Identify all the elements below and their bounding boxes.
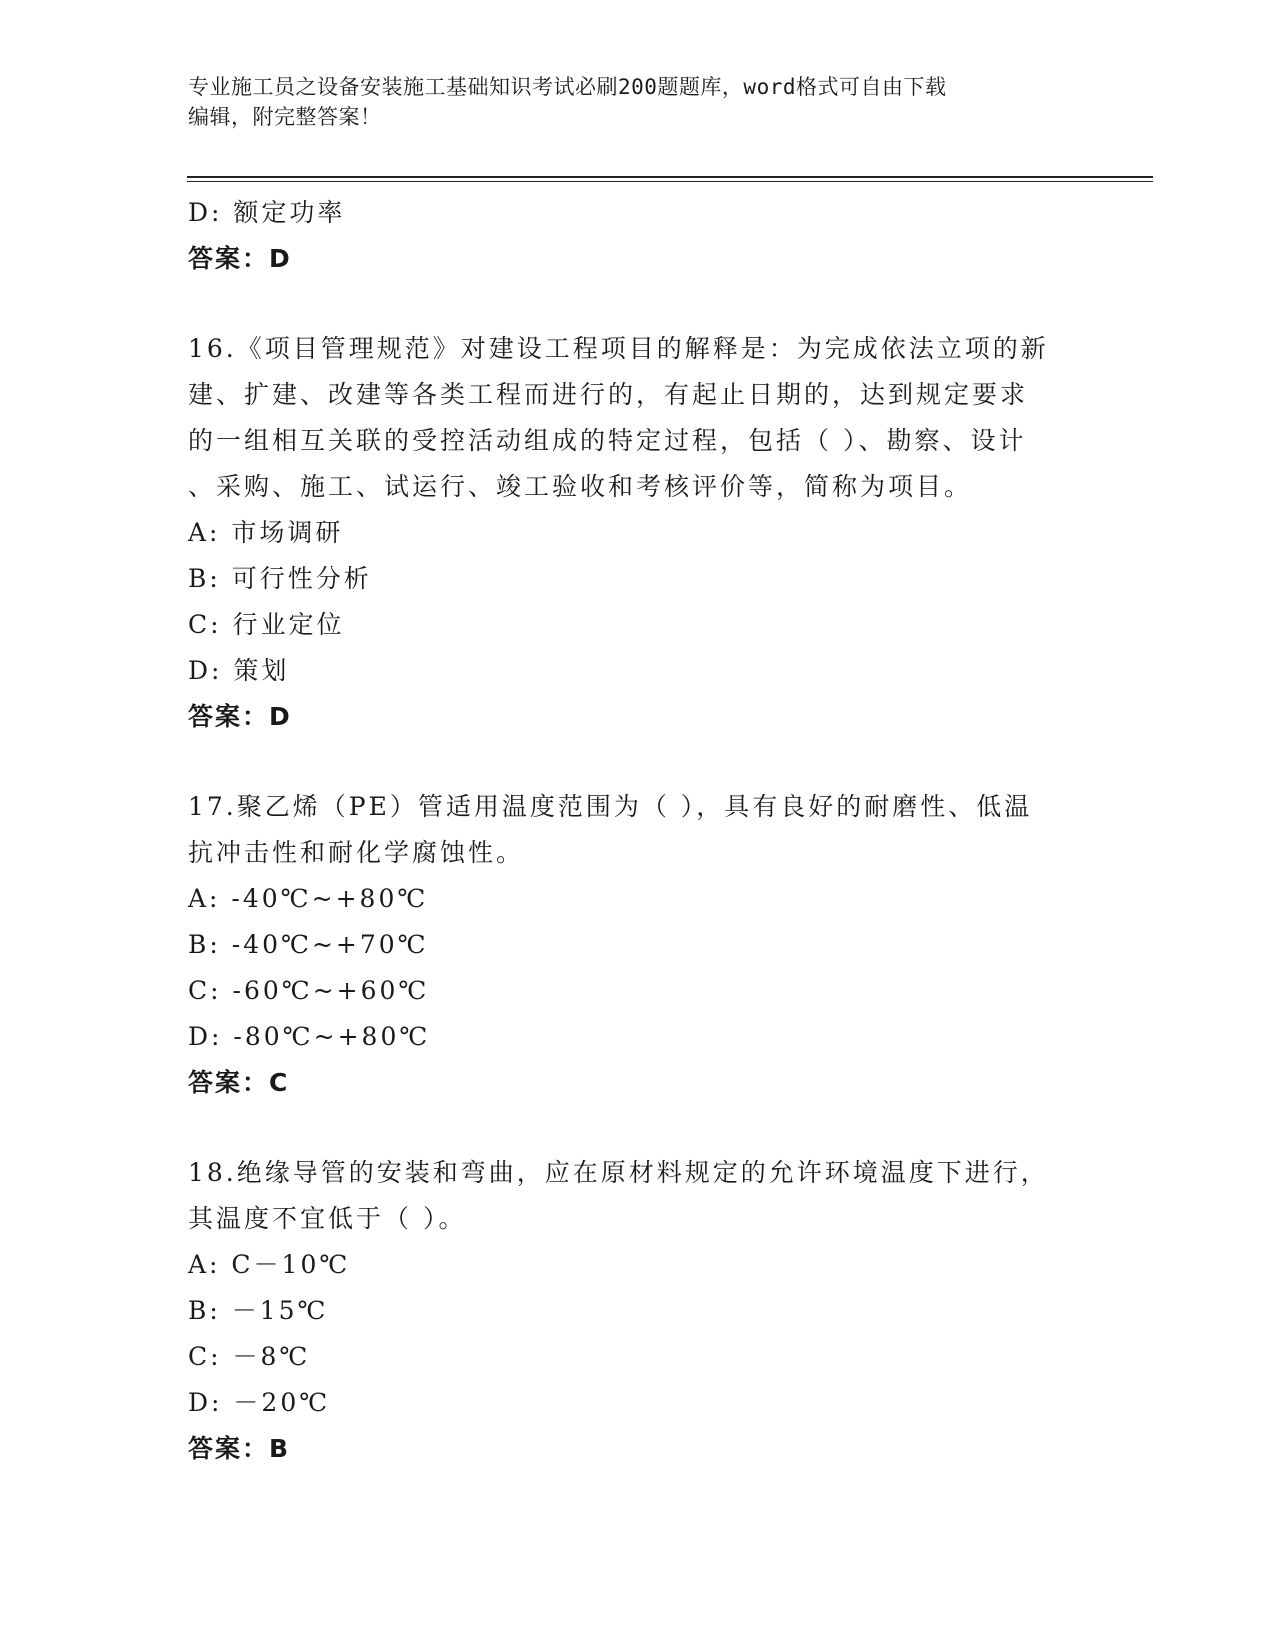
question-16	[188, 326, 1108, 740]
question-stem-line: 16.《项目管理规范》对建设工程项目的解释是：为完成依法立项的新	[188, 334, 1049, 363]
question-18	[188, 1150, 1108, 1472]
answer-line: 答案：D	[188, 702, 292, 731]
answer-line: 答案：D	[188, 244, 292, 273]
option-d: D: 策划	[188, 656, 290, 685]
option-d: D: －20℃	[188, 1388, 331, 1417]
question-stem-line: 、采购、施工、试运行、竣工验收和考核评价等，简称为项目。	[188, 472, 973, 501]
option-a: A: C－10℃	[188, 1250, 351, 1279]
header-divider-thick	[187, 176, 1153, 178]
spacer	[188, 1106, 1108, 1150]
question-stem-line: 的一组相互关联的受控活动组成的特定过程，包括（ ）、勘察、设计	[188, 426, 1027, 455]
option-d: D: 额定功率	[188, 198, 346, 227]
previous-question-tail	[188, 190, 1108, 282]
question-content	[188, 190, 1108, 1472]
option-a: A: -40℃~+80℃	[188, 884, 429, 913]
option-d: D: -80℃~+80℃	[188, 1022, 431, 1051]
question-stem-line: 其温度不宜低于（ ）。	[188, 1204, 467, 1233]
option-c: C: 行业定位	[188, 610, 345, 639]
option-c: C: -60℃~+60℃	[188, 976, 430, 1005]
answer-line: 答案：C	[188, 1068, 290, 1097]
option-b: B: -40℃~+70℃	[188, 930, 429, 959]
header-divider-thin	[187, 181, 1153, 182]
spacer	[188, 740, 1108, 784]
question-stem-line: 建、扩建、改建等各类工程而进行的，有起止日期的，达到规定要求	[188, 380, 1029, 409]
answer-line: 答案：B	[188, 1434, 291, 1463]
question-stem-line: 17.聚乙烯（PE）管适用温度范围为（ ），具有良好的耐磨性、低温	[188, 792, 1033, 821]
option-b: B: －15℃	[188, 1296, 329, 1325]
option-c: C: －8℃	[188, 1342, 311, 1371]
question-stem-line: 抗冲击性和耐化学腐蚀性。	[188, 838, 525, 867]
option-b: B: 可行性分析	[188, 564, 372, 593]
header-title-line-1: 专业施工员之设备安装施工基础知识考试必刷200题题库，word格式可自由下载	[188, 75, 947, 99]
option-a: A: 市场调研	[188, 518, 344, 547]
question-17	[188, 784, 1108, 1106]
question-stem-line: 18.绝缘导管的安装和弯曲，应在原材料规定的允许环境温度下进行，	[188, 1158, 1049, 1187]
document-header	[188, 72, 1088, 132]
spacer	[188, 282, 1108, 326]
header-title-line-2: 编辑，附完整答案！	[188, 105, 382, 129]
